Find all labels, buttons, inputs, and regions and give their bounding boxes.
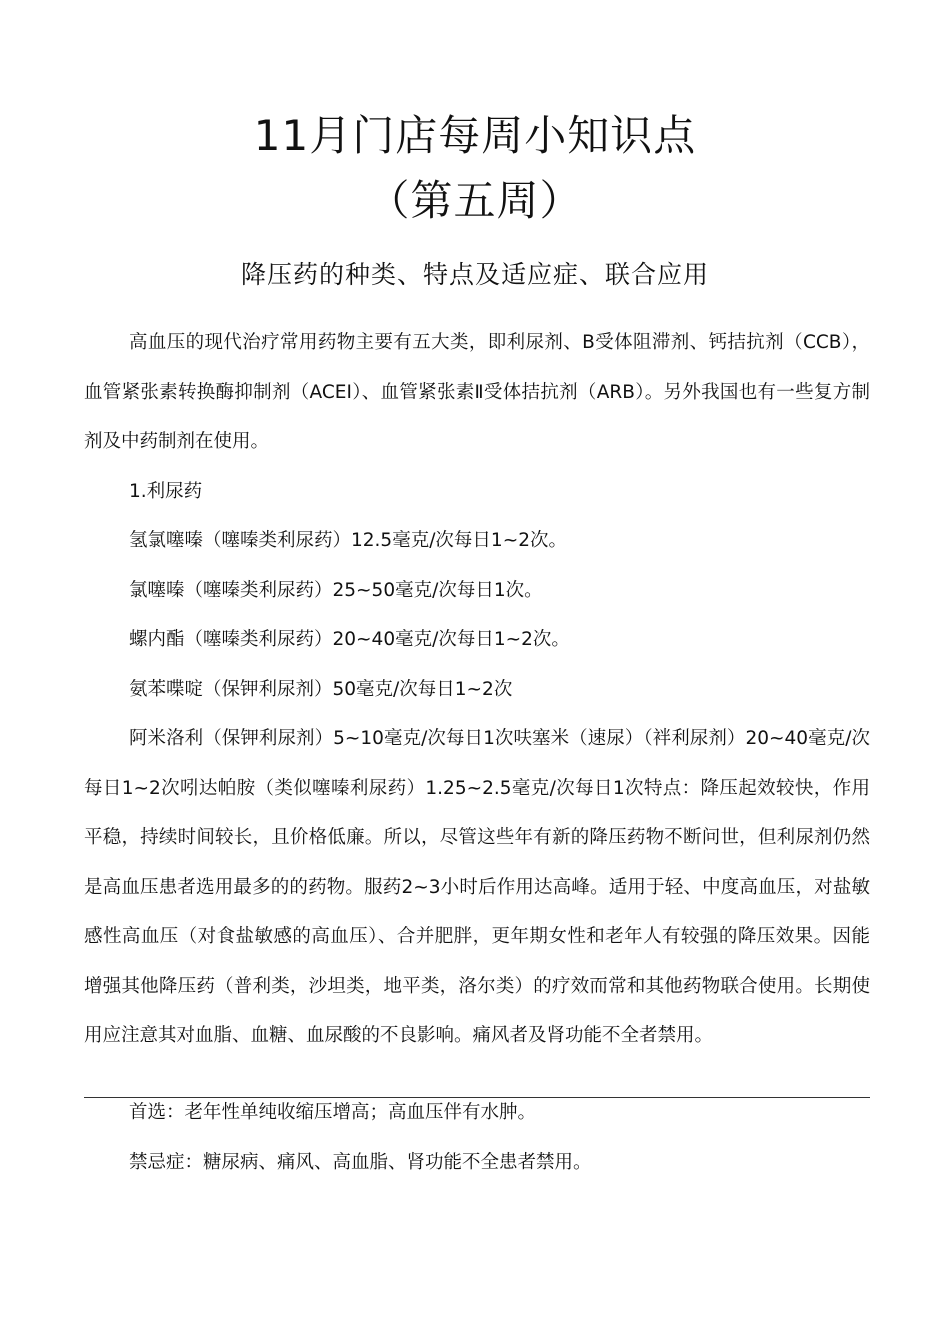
section-subtitle: 降压药的种类、特点及适应症、联合应用 (240, 260, 709, 289)
diuretic-details-paragraph: 阿米洛利（保钾利尿剂）5~10毫克/次每日1次呋塞米（速尿）（袢利尿剂）20~40毫克/次每日1~2次吲达帕胺（类似噻嗪利尿药）1.25~2.5毫克/次每日1次特点：降压起效较快，作用平稳，持续时间较长，且价格低廉。所以，尽管这些年有新的降压药物不断问世，但利尿剂仍然是高血压患者选用最多的的药物。服药2~3小时后作用达高峰。适用于轻、中度高血压，对盐敏感性高血压（对食盐敏感的高血压）、合并肥胖，更年期女性和老年人有较强的降压效果。因能增强其他降压药（普利类，沙坦类，地平类，洛尔类）的疗效而常和其他药物联合使用。长期使用应注意其对血脂、血糖、血尿酸的不良影响。痛风者及肾功能不全者禁用。 (84, 728, 870, 1046)
page-title: 11月门店每周小知识点 (253, 111, 697, 160)
contraindications: 禁忌症：糖尿病、痛风、高血脂、肾功能不全患者禁用。 (129, 1151, 592, 1173)
intro-paragraph: 高血压的现代治疗常用药物主要有五大类，即利尿剂、B受体阻滞剂、钙拮抗剂（CCB），血管紧张素转换酶抑制剂（ACEI）、血管紧张素Ⅱ受体拮抗剂（ARB）。另外我国也有一些复方制剂及中药制剂在使用。 (84, 332, 870, 452)
document-body (84, 318, 870, 1061)
preferred-indications: 首选：老年性单纯收缩压增高；高血压伴有水肿。 (129, 1102, 537, 1123)
indications-block (84, 1088, 870, 1187)
drug-line: 螺内酯（噻嗪类利尿药）20~40毫克/次每日1~2次。 (129, 629, 570, 650)
drug-line: 氯噻嗪（噻嗪类利尿药）25~50毫克/次每日1次。 (129, 579, 543, 601)
section-heading: 1.利尿药 (129, 480, 203, 502)
drug-line: 氢氯噻嗪（噻嗪类利尿药）12.5毫克/次每日1~2次。 (129, 530, 567, 551)
drug-line: 氨苯喋啶（保钾利尿剂）50毫克/次每日1~2次 (129, 678, 513, 700)
page-title-week: （第五周） (367, 176, 583, 225)
